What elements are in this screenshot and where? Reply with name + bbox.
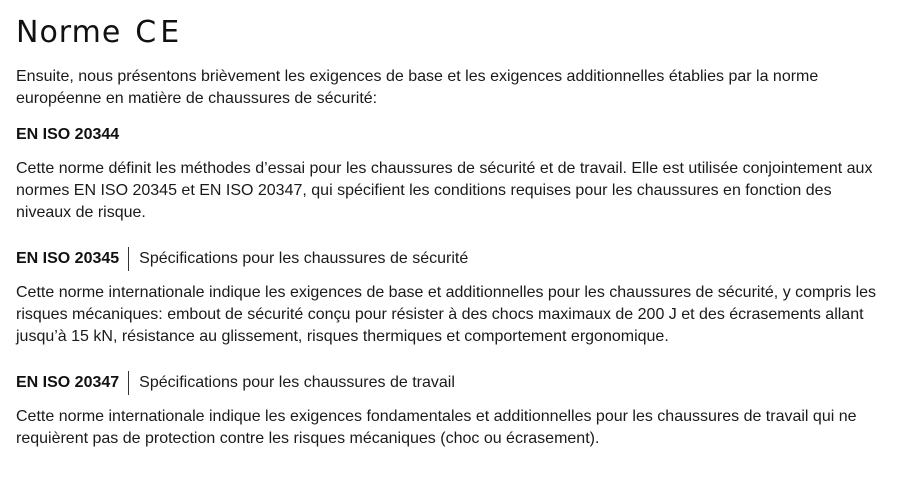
standard-code: EN ISO 20344 (16, 126, 120, 143)
standard-code: EN ISO 20347 (16, 374, 120, 391)
standard-block-20347 (16, 370, 891, 450)
standard-heading (16, 246, 891, 272)
title-row (16, 10, 891, 54)
standard-block-20344 (16, 122, 891, 224)
standard-description: Cette norme définit les méthodes d’essai pour les chaussures de sécurité et de travail. Elle est utilisée conjointement aux normes EN ISO 20345 et EN ISO 20347, qui spécifient les conditions requises pour les chaussures en fonction des niveaux de risque. (16, 160, 873, 221)
standard-heading (16, 370, 891, 396)
intro-paragraph: Ensuite, nous présentons brièvement les exigences de base et les exigences additionnelles établies par la norme européenne en matière de chaussures de sécurité: (16, 68, 819, 107)
standard-subtitle: Spécifications pour les chaussures de sécurité (139, 250, 469, 267)
standard-code: EN ISO 20345 (16, 250, 120, 267)
standard-description: Cette norme internationale indique les exigences fondamentales et additionnelles pour les chaussures de travail qui ne requièrent pas de protection contre les risques mécaniques (choc ou écrasement). (16, 408, 857, 447)
page-title: Norme (16, 14, 122, 50)
vertical-divider (128, 371, 129, 395)
standard-block-20345 (16, 246, 891, 348)
standard-heading (16, 122, 891, 148)
vertical-divider (128, 247, 129, 271)
ce-mark-logo: CE (135, 14, 184, 50)
standard-description: Cette norme internationale indique les exigences de base et additionnelles pour les chaussures de sécurité, y compris les risques mécaniques: embout de sécurité conçu pour résister à des chocs maximaux de 200 J et des écrasements allant jusqu’à 15 kN, résistance au glissement, risques thermiques et comportement ergonomique. (16, 284, 877, 345)
standard-subtitle: Spécifications pour les chaussures de travail (139, 374, 455, 391)
